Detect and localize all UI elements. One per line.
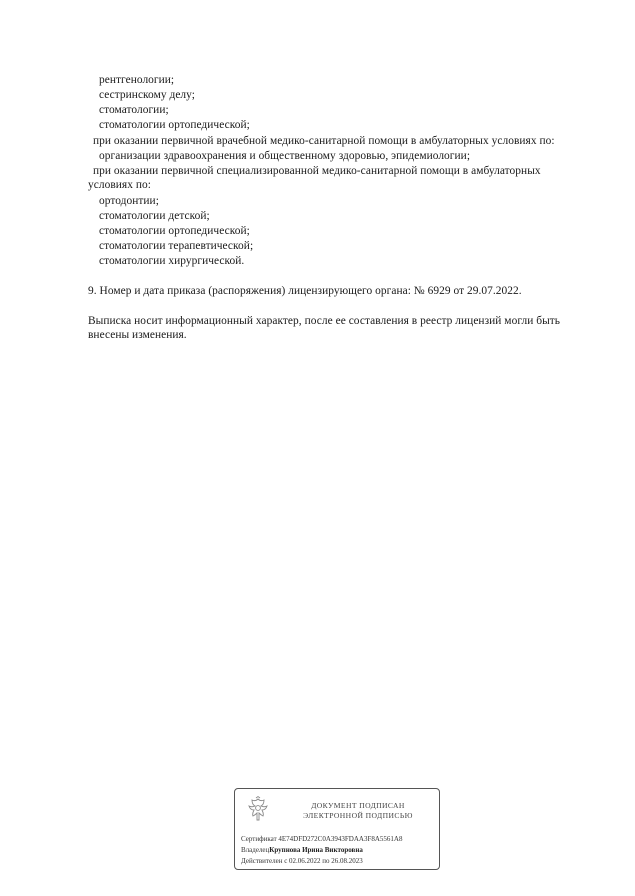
stamp-owner-value: Крупнова Ирина Викторовна xyxy=(269,846,363,854)
text-line: стоматологии детской; xyxy=(99,210,210,222)
disclaimer-line: Выписка носит информационный характер, после ее составления в реестр лицензий могли быть xyxy=(88,315,561,327)
text-line: стоматологии ортопедической; xyxy=(99,119,250,131)
text-line: организации здравоохранения и общественному здоровью, эпидемиологии; xyxy=(99,150,471,162)
disclaimer-line: внесены изменения. xyxy=(88,329,187,341)
stamp-owner-row xyxy=(241,846,363,855)
text-line: условиях по: xyxy=(88,179,151,191)
text-line: стоматологии ортопедической; xyxy=(99,225,250,237)
stamp-validity-row: Действителен с 02.06.2022 по 26.08.2023 xyxy=(241,857,363,865)
text-line: сестринскому делу; xyxy=(99,89,195,101)
stamp-owner-label: Владелец xyxy=(241,846,270,854)
text-line: стоматологии хирургической. xyxy=(99,255,245,267)
text-line: стоматологии; xyxy=(99,104,169,116)
text-line: рентгенологии; xyxy=(99,74,175,86)
text-line: при оказании первичной специализированной медико-санитарной помощи в амбулаторных xyxy=(93,165,541,177)
text-line: ортодонтии; xyxy=(99,195,159,207)
license-order-line: 9. Номер и дата приказа (распоряжения) лицензирующего органа: № 6929 от 29.07.2022. xyxy=(88,285,522,297)
electronic-signature-stamp xyxy=(234,788,440,870)
coat-of-arms-icon xyxy=(243,795,273,825)
text-line: стоматологии терапевтической; xyxy=(99,240,254,252)
stamp-certificate-label: Сертификат xyxy=(241,835,277,843)
stamp-certificate-value: 4E74DFD272C0A3943FDAA3F8A5561A8 xyxy=(278,835,403,843)
text-line: при оказании первичной врачебной медико-санитарной помощи в амбулаторных условиях по: xyxy=(93,135,555,147)
stamp-certificate-row xyxy=(241,835,402,844)
stamp-title-line2: ЭЛЕКТРОННОЙ ПОДПИСЬЮ xyxy=(303,811,413,820)
stamp-title-line1: ДОКУМЕНТ ПОДПИСАН xyxy=(311,801,405,810)
